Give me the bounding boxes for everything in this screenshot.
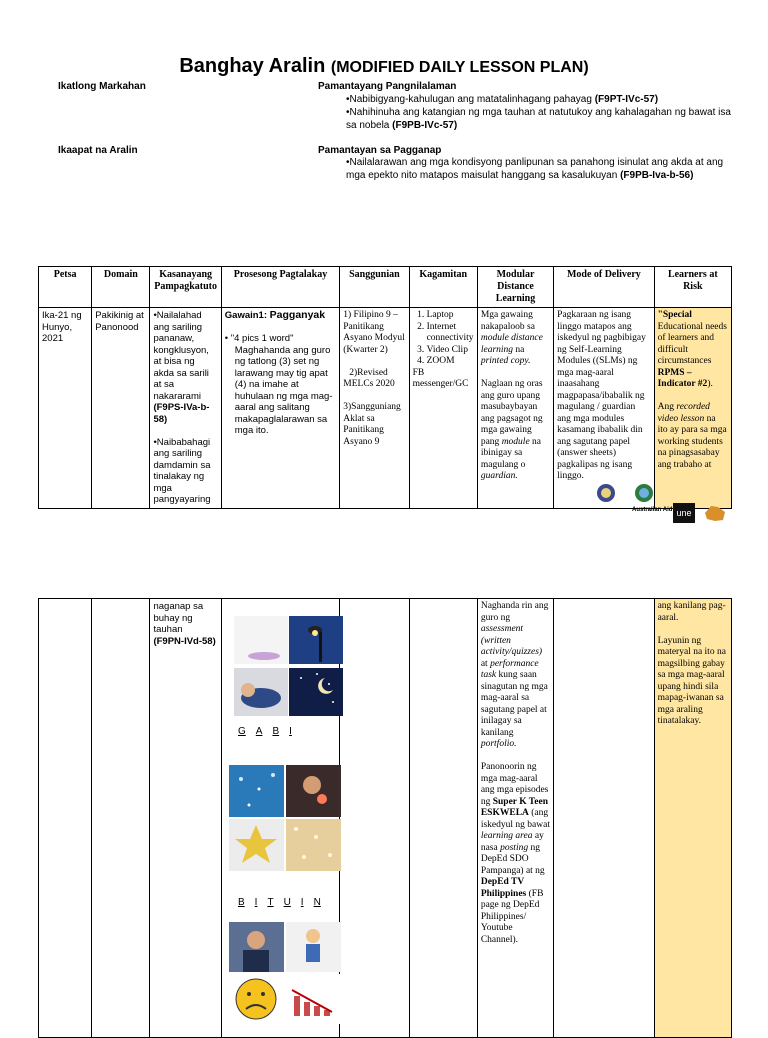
puzzle-answer-1: G A B I [238, 726, 292, 737]
modular-cell-cont: Naghanda rin ang guro ng assessment (written activity/quizzes) at performance task kung saan sinagutan ng mga mag-aaral sa sagutang papel at inilagay sa kanilang portfolio. Panonoorin ng mga mag-aaral ang mga episodes ng Super K Teen ESKWELA (ang iskedyul ng bawat learning area ay nasa posting ng DepEd SDO Pampanga) at ng DepEd TV Philippines (FB page ng DepEd Philippines/ Youtube Channel). [477, 599, 553, 1038]
risk-cell: "Special Educational needs of learners and difficult circumstances RPMS – Indicator #2). Ang recorded video lesson na ito ay para sa mga working students na pinagsasabay ang trabaho at [654, 308, 731, 509]
sleeping-person-image [234, 668, 288, 716]
materials-cell: 1. Laptop 2. Internet connectivity 3. Video Clip 4. ZOOM FB messenger/GC [409, 308, 477, 509]
moon-sleep-image [234, 616, 288, 664]
performance-standard-1: •Nailalarawan ang mga kondisyong panlipunan sa panahong isinulat ang akda at ang mga epekto nito matapos maisulat hanggang sa kasalukuyan (F9PB-Iva-b-56) [346, 157, 724, 181]
title-main: Banghay Aralin [179, 55, 326, 77]
seal-logo [596, 482, 656, 504]
wishing-child-image [286, 765, 341, 817]
title-sub: (MODIFIED DAILY LESSON PLAN) [330, 59, 589, 76]
gold-glitter-image [286, 819, 341, 871]
content-standard-label: Pamantayang Pangnilalaman [318, 81, 457, 92]
delivery-cell-cont [554, 599, 654, 1038]
header-process: Prosesong Pagtalakay [221, 267, 340, 308]
lamp-post-image [289, 616, 343, 664]
content-standard-1: •Nabibigyang-kahulugan ang matatalinhagang pahayag (F9PT-IVc-57) [346, 94, 659, 105]
night-sky-image [289, 668, 343, 716]
performance-standard-label: Pamantayan sa Pagganap [318, 145, 442, 156]
materials-cell-cont [409, 599, 477, 1038]
header-domain: Domain [92, 267, 150, 308]
header-modular: Modular Distance Learning [477, 267, 553, 308]
une-logo: une [673, 503, 695, 523]
quarter-label: Ikatlong Markahan [58, 81, 146, 92]
header-reference: Sanggunian [340, 267, 409, 308]
page-title [0, 55, 768, 78]
header-risk: Learners at Risk [654, 267, 731, 308]
domain-cell: Pakikinig at Panonood [92, 308, 150, 509]
reference-cell: 1) Filipino 9 – Panitikang Asyano Modyul (Kwarter 2) 2)Revised MELCs 2020 3)Sangguniang Aklat sa Panitikang Asyano 9 [340, 308, 409, 509]
sad-face-image [229, 974, 284, 1024]
puzzle-answer-2: B I T U I N [238, 897, 321, 908]
risk-cell-cont: ang kanilang pag-aaral. Layunin ng materyal na ito na magsilbing gabay sa mga mag-aaral upang hindi sila mapag-iwanan sa mga araling tinatalakay. [654, 599, 731, 1038]
skill-cell-cont: naganap sa buhay ng tauhan (F9PN-IVd-58) [150, 599, 221, 1038]
gold-star-image [229, 819, 284, 871]
lesson-table [38, 266, 732, 509]
header-skill: Kasanayang Pampagkatuto [150, 267, 221, 308]
australian-aid-logo: Australian Aid [632, 507, 673, 513]
header-date: Petsa [39, 267, 92, 308]
lesson-table-continued [38, 598, 732, 1038]
delivery-cell: Pagkaraan ng isang linggo matapos ang iskedyul ng pagbibigay ng Self-Learning Modules ((SLMs) ng mga mag-aaral inaasahang magpapasa/ibabalik ng magulang / guardian ang mga modules kasamang ibabalik din ang sagutang papel (answer sheets) pagkalipas ng isang linggo. [554, 308, 654, 509]
header-materials: Kagamitan [409, 267, 477, 308]
content-standard-2: •Nahihinuha ang katangian ng mga tauhan at natutukoy ang kahalagahan ng bawat isa sa nobela (F9PB-IVc-57) [346, 107, 731, 131]
lesson-label: Ikaapat na Aralin [58, 145, 138, 156]
falling-chart-image [286, 974, 341, 1024]
skill-cell: •Nailalahad ang sariling pananaw, kongklusyon, at bisa ng akda sa sarili at sa nakararami (F9PS-IVa-b-58) •Naibabahagi ang sariling damdamin sa tinalakay ng mga pangyayaring [150, 308, 221, 509]
sparkle-water-image [229, 765, 284, 817]
reference-cell-cont [340, 599, 409, 1038]
date-cell-cont [39, 599, 92, 1038]
domain-cell-cont [92, 599, 150, 1038]
stressed-man-image [229, 922, 284, 972]
date-cell: Ika-21 ng Hunyo, 2021 [39, 308, 92, 509]
australia-map-logo [703, 503, 727, 523]
modular-cell: Mga gawaing nakapaloob sa module distance learning na printed copy. Naglaan ng oras ang guro upang masubaybayan ang pagsagot ng mga gawaing pang module na ibinigay sa magulang o guardian. [477, 308, 553, 509]
header-delivery: Mode of Delivery [554, 267, 654, 308]
process-cell: Gawain1: Pagganyak • "4 pics 1 word" Maghahanda ang guro ng tatlong (3) set ng larawang may tig apat (4) na imahe at huhulaan ng mga mag-aaral ang salitang makapaglalarawan sa mga ito. [221, 308, 340, 509]
businessman-image [286, 922, 341, 972]
